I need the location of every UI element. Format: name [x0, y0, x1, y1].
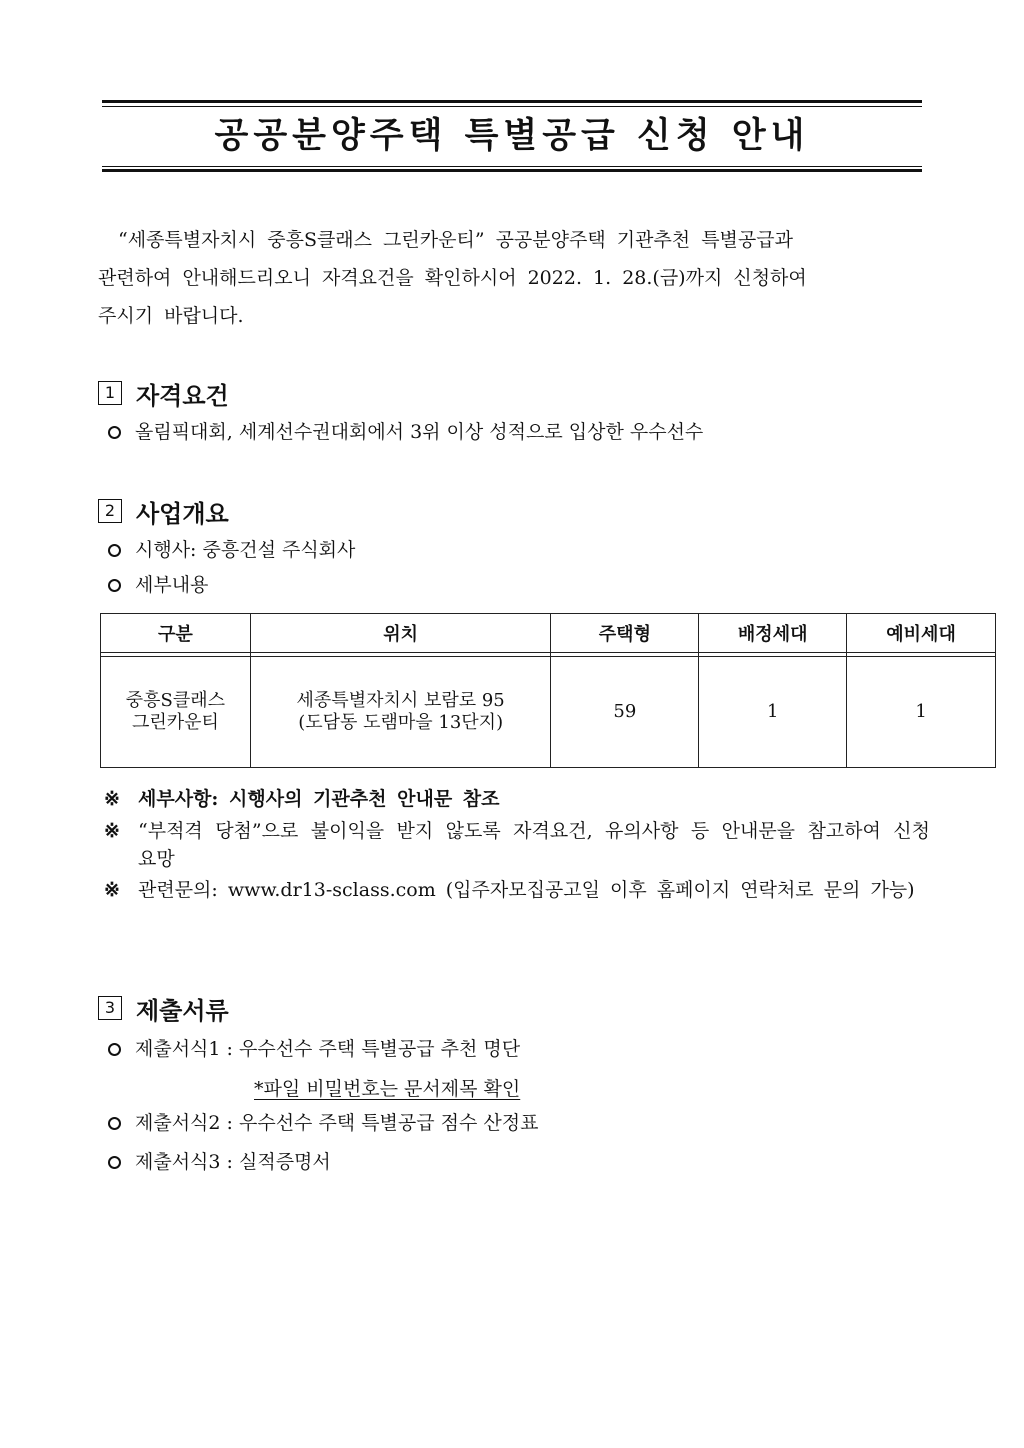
cell-reserve-units: 1 — [847, 657, 996, 768]
note-inquiry-text: 관련문의: www.dr13-sclass.com (입주자모집공고일 이후 홈페이지 연락처로 문의 가능) — [138, 879, 915, 901]
title-rule-bottom-thick — [102, 169, 922, 172]
bullet-qualification: 올림픽대회, 세계선수권대회에서 3위 이상 성적으로 입상한 우수선수 — [108, 417, 703, 447]
header-allocated-units: 배정세대 — [699, 614, 847, 653]
intro-line-1: “세종특별자치시 중흥S클래스 그린카운티” 공공분양주택 기관추천 특별공급과 — [118, 229, 793, 251]
bullet-form-3: 제출서식3 : 실적증명서 — [108, 1147, 331, 1177]
cell-location — [250, 657, 551, 768]
section-3-heading — [98, 991, 229, 1025]
header-location: 위치 — [250, 614, 551, 653]
reference-mark: ※ — [104, 788, 120, 810]
password-note: *파일 비밀번호는 문서제목 확인 — [254, 1078, 521, 1100]
note-details-text: 세부사항: 시행사의 기관추천 안내문 참조 — [138, 788, 500, 810]
page-title: 공공분양주택 특별공급 신청 안내 — [214, 116, 810, 156]
cell-housing-type: 59 — [551, 657, 699, 768]
cell-category — [101, 657, 251, 768]
header-category: 구분 — [101, 614, 251, 653]
cell-category-line-2: 그린카운티 — [131, 712, 219, 733]
project-details-table — [100, 613, 996, 768]
reference-mark: ※ — [104, 820, 120, 842]
section-1-number: 1 — [98, 381, 122, 405]
circle-bullet-icon — [108, 544, 121, 557]
bullet-form-1: 제출서식1 : 우수선수 주택 특별공급 추천 명단 — [108, 1034, 520, 1064]
section-3-title: 제출서류 — [136, 996, 229, 1025]
cell-location-line-2: (도담동 도램마을 13단지) — [298, 712, 504, 733]
note-ineligible-text: “부적격 당첨”으로 불이익을 받지 않도록 자격요건, 유의사항 등 안내문을 참고하여 신청 요망 — [138, 820, 930, 870]
section-1-heading — [98, 376, 229, 410]
circle-bullet-icon — [108, 1117, 121, 1130]
note-ineligible-warning — [104, 817, 930, 873]
circle-bullet-icon — [108, 579, 121, 592]
table-row — [101, 657, 996, 768]
title-rule-top-thick — [102, 100, 922, 103]
header-reserve-units: 예비세대 — [847, 614, 996, 653]
circle-bullet-icon — [108, 426, 121, 439]
section-2-number: 2 — [98, 499, 122, 523]
intro-paragraph — [98, 221, 928, 335]
note-details — [104, 785, 930, 813]
cell-category-line-1: 중흥S클래스 — [125, 690, 226, 711]
section-2-heading — [98, 494, 229, 528]
section-1-title: 자격요건 — [136, 381, 229, 410]
intro-line-3: 주시기 바랍니다. — [98, 305, 244, 327]
note-inquiry — [104, 876, 930, 904]
title-rule-bottom-thin — [102, 166, 922, 167]
bullet-form-2: 제출서식2 : 우수선수 주택 특별공급 점수 산정표 — [108, 1108, 538, 1138]
circle-bullet-icon — [108, 1156, 121, 1169]
circle-bullet-icon — [108, 1043, 121, 1056]
cell-allocated-units: 1 — [699, 657, 847, 768]
section-2-title: 사업개요 — [136, 499, 229, 528]
table-header-row — [101, 614, 996, 653]
reference-mark: ※ — [104, 879, 120, 901]
bullet-developer: 시행사: 중흥건설 주식회사 — [108, 535, 355, 565]
cell-location-line-1: 세종특별자치시 보람로 95 — [296, 690, 505, 711]
intro-line-2: 관련하여 안내해드리오니 자격요건을 확인하시어 2022. 1. 28.(금)까지 신청하여 — [98, 267, 807, 289]
title-rule-top-thin — [102, 106, 922, 107]
bullet-details: 세부내용 — [108, 570, 208, 600]
section-3-number: 3 — [98, 996, 122, 1020]
header-housing-type: 주택형 — [551, 614, 699, 653]
